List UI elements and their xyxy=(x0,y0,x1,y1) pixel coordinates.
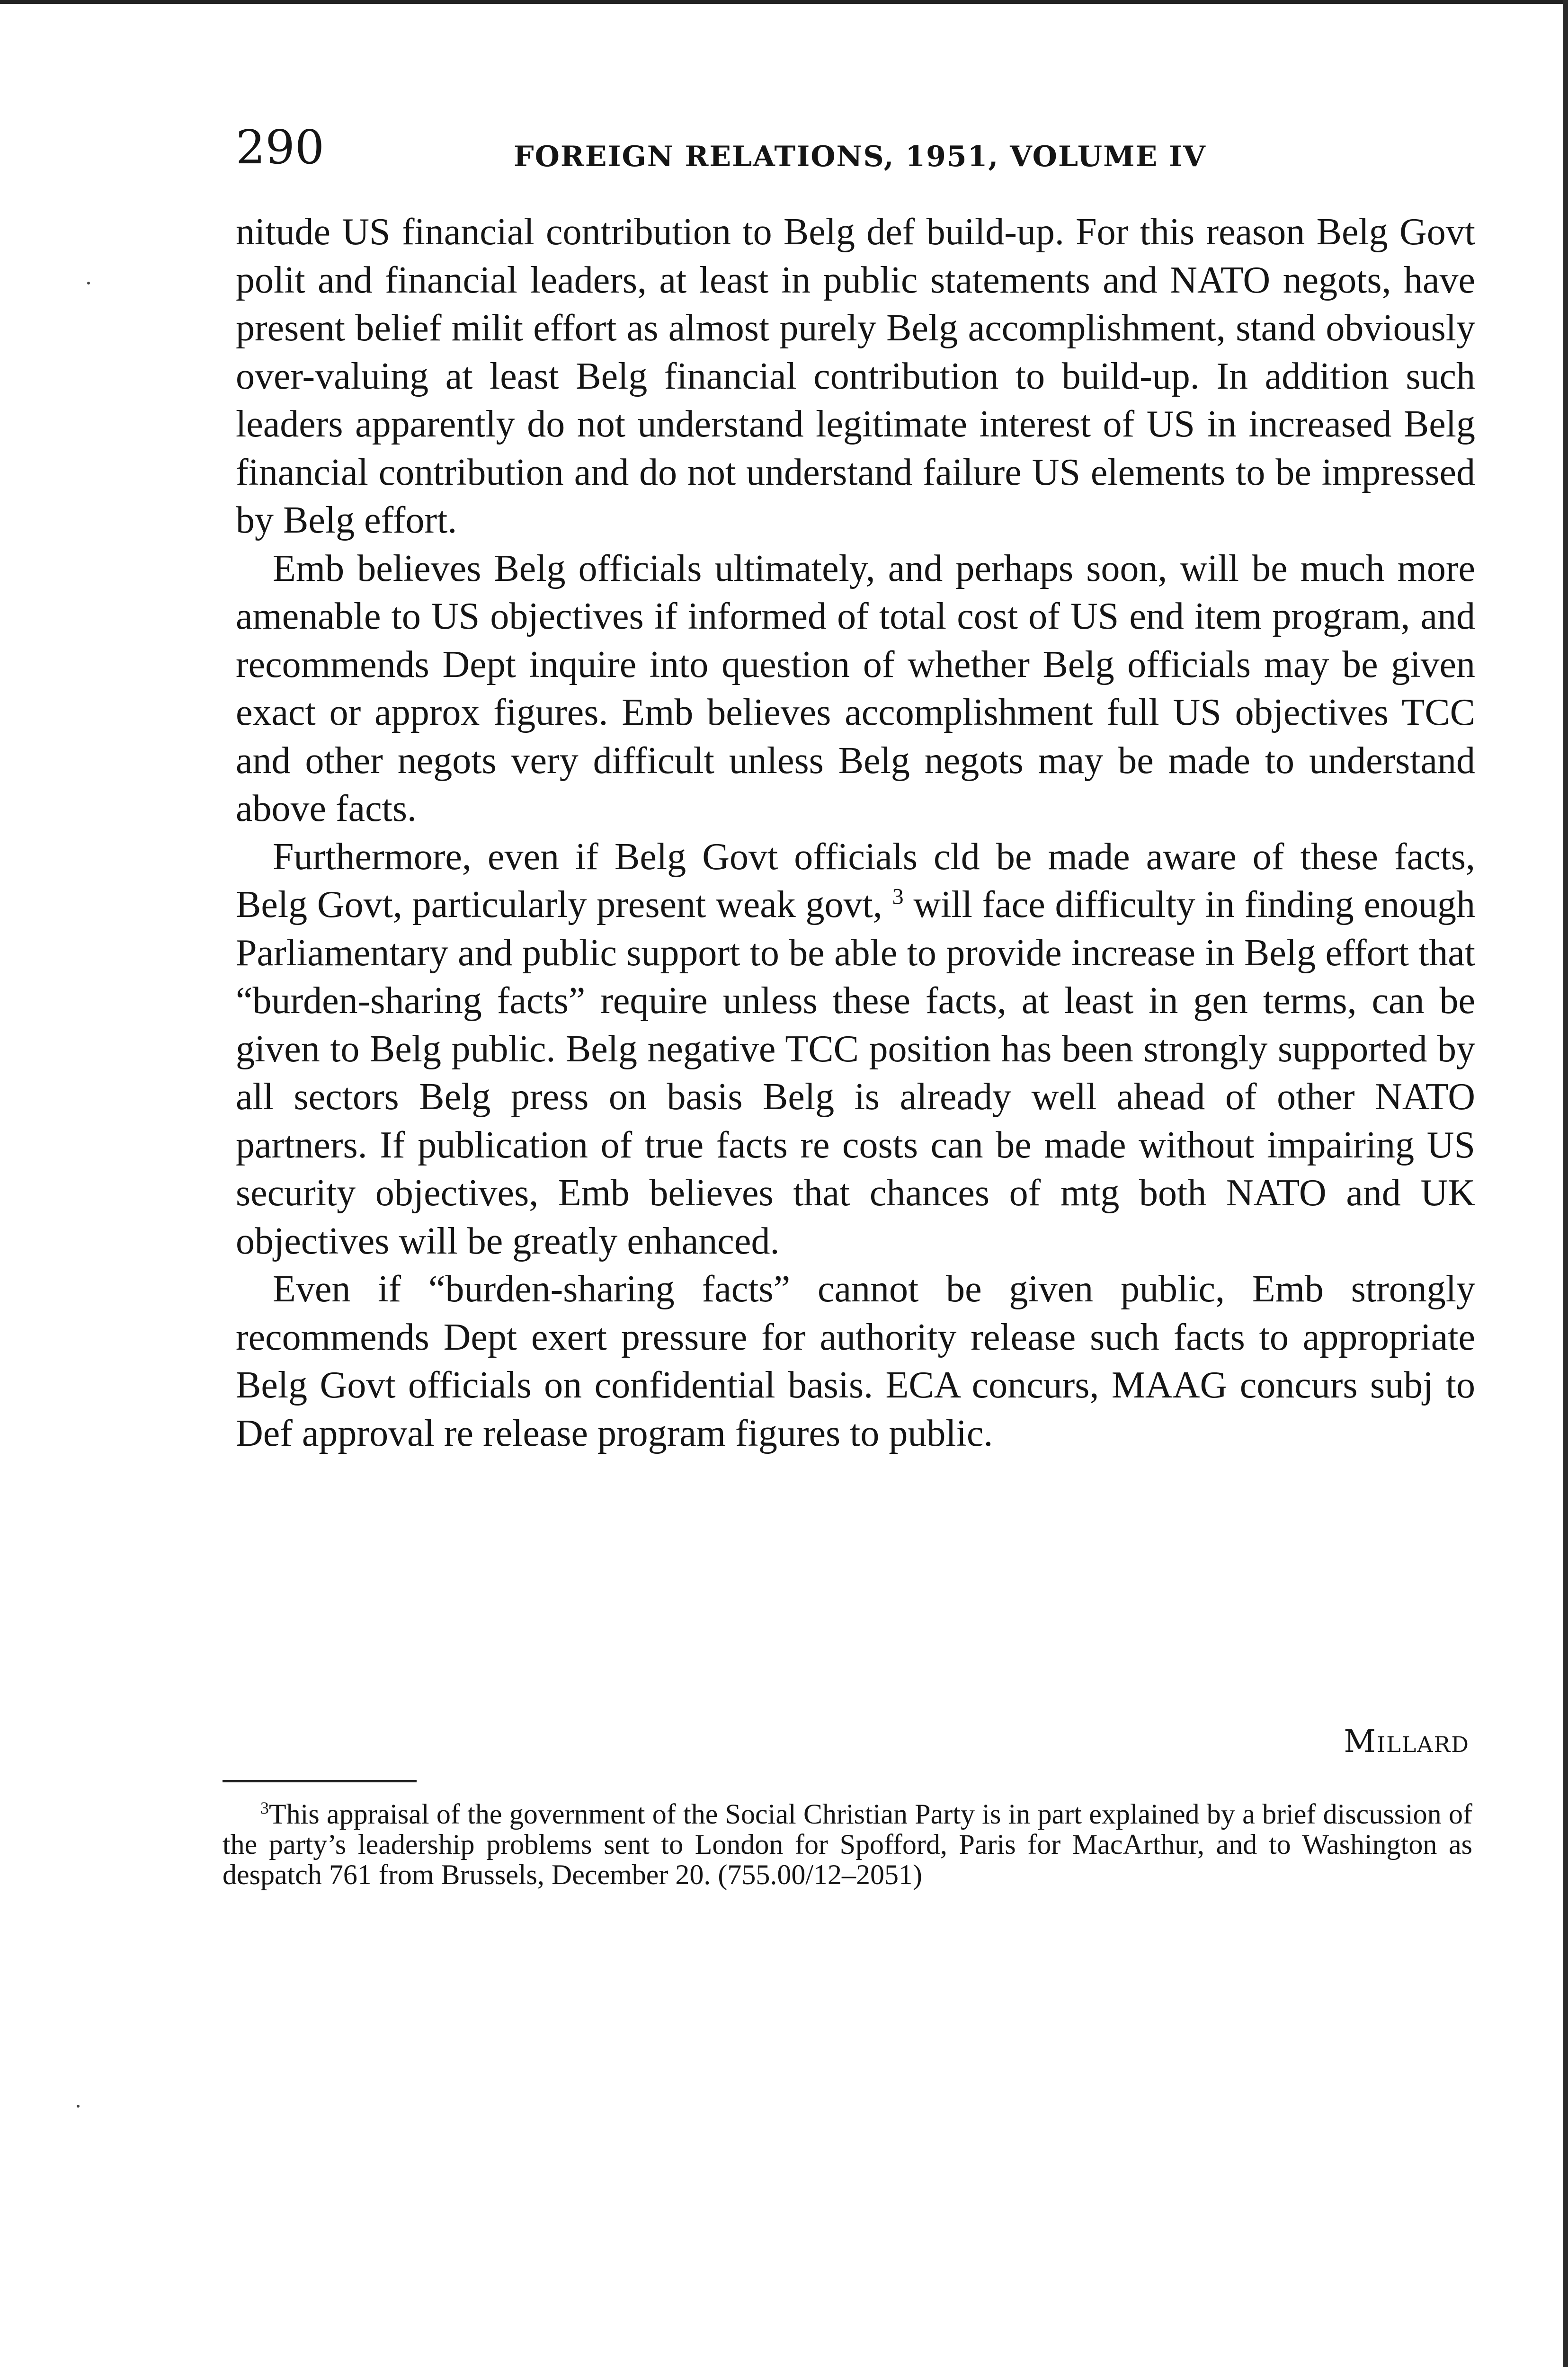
scan-speck xyxy=(77,2105,80,2108)
signature: Millard xyxy=(1344,1723,1470,1760)
page-number: 290 xyxy=(236,121,325,175)
body-text xyxy=(236,208,1475,1458)
paragraph-4: Even if “burden-sharing facts” cannot be given public, Emb strongly recommends Dept exert pressure for authority release such facts to appropriate Belg Govt officials on confidential basis. ECA concurs, MAAG concurs subj to Def approval re release program figures to public. xyxy=(236,1268,1475,1454)
footnote xyxy=(223,1799,1472,1890)
right-edge-rule xyxy=(1563,0,1568,2367)
footnote-divider xyxy=(223,1780,417,1782)
footnote-marker: 3 xyxy=(260,1798,269,1817)
top-edge-rule xyxy=(0,0,1568,4)
paragraph-1: nitude US financial contribution to Belg def build-up. For this reason Belg Govt polit and financial leaders, at least in public statements and NATO negots, have present belief milit effort as almost purely Belg accomplishment, stand obviously over-valuing at least Belg financial contribution to build-up. In addition such leaders apparently do not understand legitimate interest of US in increased Belg financial contribution and do not understand failure US elements to be impressed by Belg effort. xyxy=(236,211,1475,541)
running-head: FOREIGN RELATIONS, 1951, VOLUME IV xyxy=(514,140,1206,173)
scan-speck xyxy=(87,282,90,285)
paragraph-3-part-2: will face difficulty in finding enough Parliamentary and public support to be able to provide increase in Belg effort that “burden-sharing facts” require unless these facts, at least in gen terms, can be given to Belg public. Belg negative TCC position has been strongly supported by all sectors Belg press on basis Belg is already well ahead of other NATO partners. If publication of true facts re costs can be made without impairing US security objectives, Emb believes that chances of mtg both NATO and UK objectives will be greatly enhanced. xyxy=(236,884,1475,1262)
paragraph-2: Emb believes Belg officials ultimately, and perhaps soon, will be much more amenable to US objectives if informed of total cost of US end item program, and recommends Dept inquire into question of whether Belg officials may be given exact or approx figures. Emb believes accomplishment full US objectives TCC and other negots very difficult unless Belg negots may be made to understand above facts. xyxy=(236,547,1475,829)
footnote-text: This appraisal of the government of the Social Christian Party is in part explained by a brief discussion of the party’s leadership problems sent to London for Spofford, Paris for MacArthur, and to Washington as despatch 761 from Brussels, December 20. (755.00/12–2051) xyxy=(223,1798,1472,1890)
paragraph-3-part-1: Furthermore, even if Belg Govt officials cld be made aware of these facts, Belg Govt, particularly present weak govt, xyxy=(236,836,1475,925)
footnote-reference[interactable]: 3 xyxy=(892,884,904,909)
paragraph-3 xyxy=(236,833,1475,1266)
